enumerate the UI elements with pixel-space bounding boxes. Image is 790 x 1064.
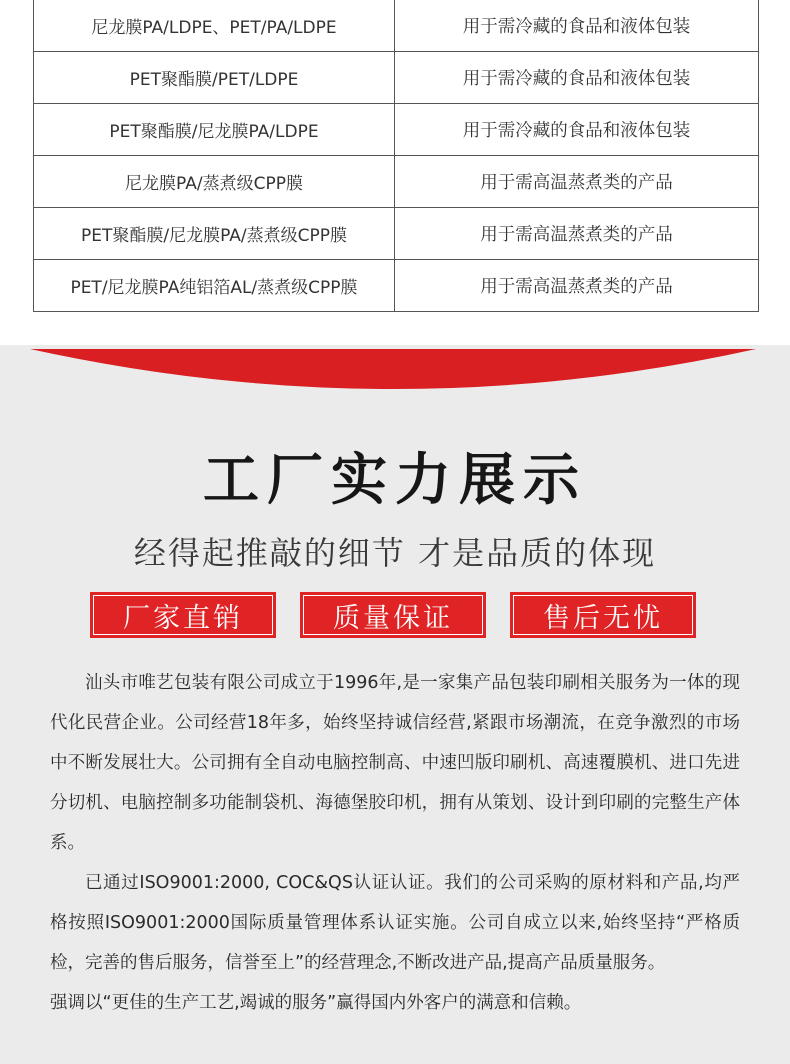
table-row <box>34 208 759 260</box>
usage-cell: 用于需高温蒸煮类的产品 <box>395 260 759 312</box>
usage-cell: 用于需冷藏的食品和液体包装 <box>395 52 759 104</box>
structure-cell: 尼龙膜PA/LDPE、PET/PA/LDPE <box>34 0 395 52</box>
badge-after-sales <box>510 592 696 638</box>
badge-label: 售后无忧 <box>543 602 663 634</box>
red-arc-divider <box>0 345 790 393</box>
structure-cell: PET聚酯膜/尼龙膜PA/蒸煮级CPP膜 <box>34 208 395 260</box>
section-subtitle: 经得起推敲的细节 才是品质的体现 <box>133 534 657 572</box>
material-structure-table <box>33 0 759 312</box>
structure-cell: PET聚酯膜/PET/LDPE <box>34 52 395 104</box>
usage-cell: 用于需高温蒸煮类的产品 <box>395 208 759 260</box>
structure-cell: PET/尼龙膜PA纯铝箔AL/蒸煮级CPP膜 <box>34 260 395 312</box>
material-table-section <box>0 0 790 345</box>
table-row <box>34 104 759 156</box>
usage-cell: 用于需高温蒸煮类的产品 <box>395 156 759 208</box>
usage-cell: 用于需冷藏的食品和液体包装 <box>395 104 759 156</box>
usage-cell: 用于需冷藏的食品和液体包装 <box>395 0 759 52</box>
badge-factory-direct <box>90 592 276 638</box>
intro-paragraph: 已通过ISO9001:2000, COC&QS认证认证。我们的公司采购的原材料和产品,均严格按照ISO9001:2000国际质量管理体系认证实施。公司自成立以来,始终坚持“严格质检，完善的售后服务，信誉至上”的经营理念,不断改进产品,提高产品质量服务。 <box>50 873 740 973</box>
company-intro <box>50 663 740 1023</box>
table-row <box>34 260 759 312</box>
table-row <box>34 52 759 104</box>
badge-label: 厂家直销 <box>123 602 243 634</box>
badge-quality-guarantee <box>300 592 486 638</box>
structure-cell: 尼龙膜PA/蒸煮级CPP膜 <box>34 156 395 208</box>
table-row <box>34 0 759 52</box>
badge-label: 质量保证 <box>333 602 453 634</box>
intro-paragraph: 强调以“更佳的生产工艺,竭诚的服务”赢得国内外客户的满意和信赖。 <box>50 993 582 1013</box>
table-row <box>34 156 759 208</box>
intro-paragraph: 汕头市唯艺包装有限公司成立于1996年,是一家集产品包装印刷相关服务为一体的现代化民营企业。公司经营18年多，始终坚持诚信经营,紧跟市场潮流，在竞争激烈的市场中不断发展壮大。公司拥有全自动电脑控制高、中速凹版印刷机、高速覆膜机、进口先进分切机、电脑控制多功能制袋机、海德堡胶印机，拥有从策划、设计到印刷的完整生产体系。 <box>50 673 740 853</box>
structure-cell: PET聚酯膜/尼龙膜PA/LDPE <box>34 104 395 156</box>
section-title: 工厂实力展示 <box>203 448 587 513</box>
